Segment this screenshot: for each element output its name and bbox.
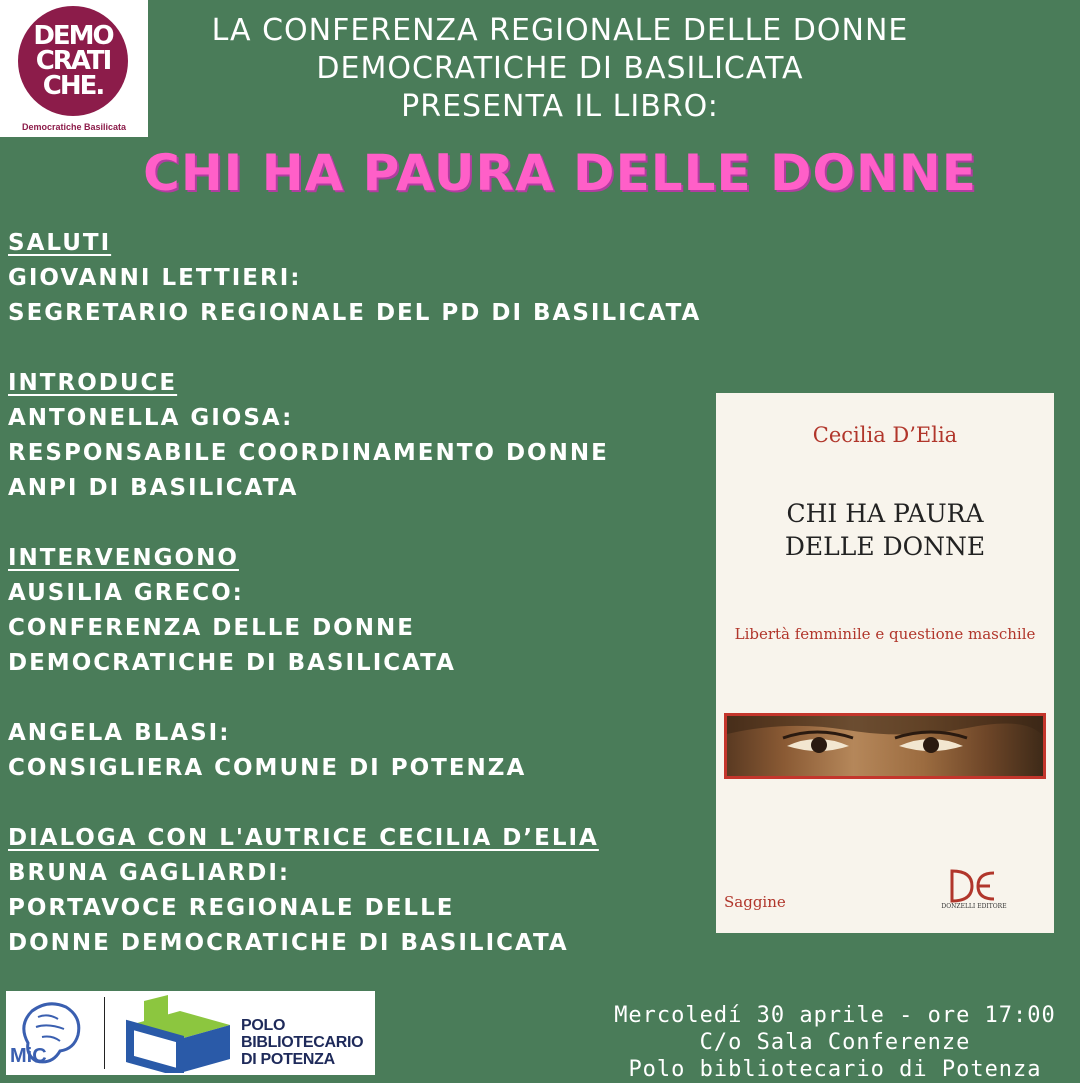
program-line: GIOVANNI LETTIERI: [8, 265, 302, 291]
logo-circle [18, 6, 128, 116]
book-title-line: CHI HA PAURA [786, 499, 984, 528]
book-publisher: DONZELLI EDITORE [941, 903, 1007, 910]
section-heading: INTERVENGONO [8, 545, 239, 571]
program-section-intervengono [8, 541, 698, 681]
program-line: PORTAVOCE REGIONALE DELLE [8, 895, 455, 921]
program-line: SEGRETARIO REGIONALE DEL PD DI BASILICATA [8, 300, 702, 326]
program-line: DEMOCRATICHE DI BASILICATA [8, 650, 456, 676]
logo-caption: Democratiche Basilicata [21, 122, 127, 132]
book-subtitle: Libertà femminile e questione maschile [734, 625, 1036, 643]
program-line: ANTONELLA GIOSA: [8, 405, 294, 431]
polo-bibliotecario-label [241, 1017, 363, 1068]
header-line: DEMOCRATICHE DI BASILICATA [316, 51, 804, 86]
program-line: AUSILIA GRECO: [8, 580, 244, 606]
painted-eyes-icon-art [727, 716, 1043, 776]
program-section-dialoga [8, 821, 698, 961]
partner-divider [104, 997, 105, 1069]
main-title: CHI HA PAURA DELLE DONNE [143, 144, 977, 202]
polo-line: POLO [241, 1017, 286, 1034]
partner-logos [6, 991, 375, 1075]
program-line: CONFERENZA DELLE DONNE [8, 615, 415, 641]
section-heading: DIALOGA CON L'AUTRICE CECILIA D’ELIA [8, 825, 599, 851]
logo-line: DEMO [33, 20, 113, 51]
section-heading: INTRODUCE [8, 370, 178, 396]
program-line: DONNE DEMOCRATICHE DI BASILICATA [8, 930, 569, 956]
mic-label: MiC [10, 1045, 47, 1067]
program-section-saluti [8, 226, 702, 331]
logo-line: CHE. [42, 70, 104, 101]
section-heading: SALUTI [8, 230, 112, 256]
program [8, 226, 702, 961]
polo-line: DI POTENZA [241, 1051, 335, 1068]
header-line: PRESENTA IL LIBRO: [401, 89, 719, 124]
header [160, 12, 960, 126]
program-line: ANGELA BLASI: [8, 720, 231, 746]
program-line: RESPONSABILE COORDINAMENTO DONNE [8, 440, 609, 466]
program-section-introduce [8, 366, 698, 506]
program-line: CONSIGLIERA COMUNE DI POTENZA [8, 755, 527, 781]
event-info [600, 1002, 1070, 1083]
program-line: BRUNA GAGLIARDI: [8, 860, 291, 886]
polo-line: BIBLIOTECARIO [241, 1034, 364, 1051]
book-series: Saggine [724, 893, 786, 911]
event-location: Polo bibliotecario di Potenza [628, 1057, 1042, 1082]
book-author: Cecilia D’Elia [812, 423, 958, 447]
logo-line: CRATI [35, 45, 111, 76]
painted-eyes-icon [724, 713, 1046, 779]
event-date: Mercoledí 30 aprile - ore 17:00 [614, 1003, 1056, 1028]
header-line: LA CONFERENZA REGIONALE DELLE DONNE [211, 13, 909, 48]
book-title [716, 497, 1054, 563]
program-line: ANPI DI BASILICATA [8, 475, 299, 501]
book-cover [716, 393, 1054, 933]
program-section-blasi [8, 716, 698, 786]
library-building-icon [124, 995, 236, 1073]
event-venue: C/o Sala Conferenze [699, 1030, 971, 1055]
book-title-line: DELLE DONNE [784, 532, 986, 561]
democratiche-logo [0, 0, 148, 137]
